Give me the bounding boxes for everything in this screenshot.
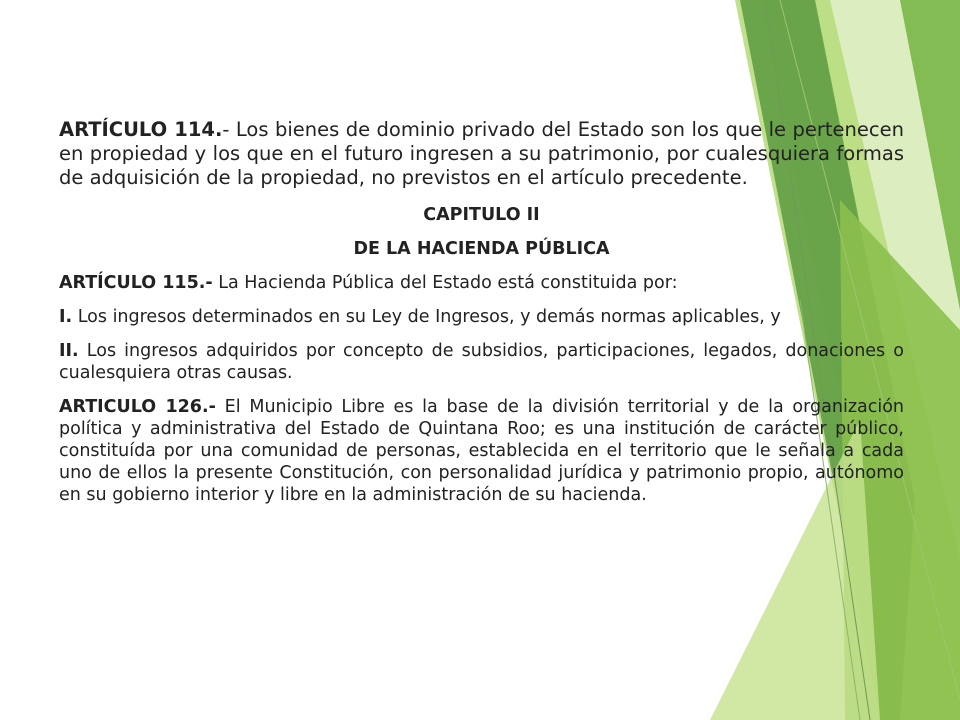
article-126-heading: ARTICULO 126.-: [59, 397, 216, 417]
fraction-ii-text: Los ingresos adquiridos por concepto de subsidios, participaciones, legados, donaciones o cualesquiera otras causas.: [59, 341, 904, 383]
fraction-i-numeral: I.: [59, 307, 73, 327]
document-body: [59, 118, 904, 518]
fraction-ii: [59, 340, 904, 384]
article-115-text: La Hacienda Pública del Estado está constituida por:: [212, 273, 678, 293]
article-115: [59, 272, 904, 294]
fraction-ii-numeral: II.: [59, 341, 79, 361]
article-114: [59, 118, 904, 190]
article-126-text: El Municipio Libre es la base de la división territorial y de la organización política y administrativa del Estado de Quintana Roo; es una institución de carácter público, constituída por una comunidad de personas, establecida en el territorio que le señala a cada uno de ellos la presente Constitución, con personalidad jurídica y patrimonio propio, autónomo en su gobierno interior y libre en la administración de su hacienda.: [59, 397, 905, 505]
chapter-title: DE LA HACIENDA PÚBLICA: [353, 239, 610, 259]
article-114-heading: ARTÍCULO 114.: [59, 118, 223, 141]
article-115-heading: ARTÍCULO 115.-: [59, 273, 213, 293]
fraction-i-text: Los ingresos determinados en su Ley de Ingresos, y demás normas aplicables, y: [72, 307, 781, 327]
fraction-i: [59, 306, 904, 328]
chapter-number: CAPITULO II: [423, 205, 540, 225]
article-114-text: - Los bienes de dominio privado del Estado son los que le pertenecen en propiedad y los que en el futuro ingresen a su patrimonio, por cualesquiera formas de adquisición de la propiedad, no previstos en el artículo precedente.: [59, 118, 904, 189]
article-126: [59, 396, 904, 506]
